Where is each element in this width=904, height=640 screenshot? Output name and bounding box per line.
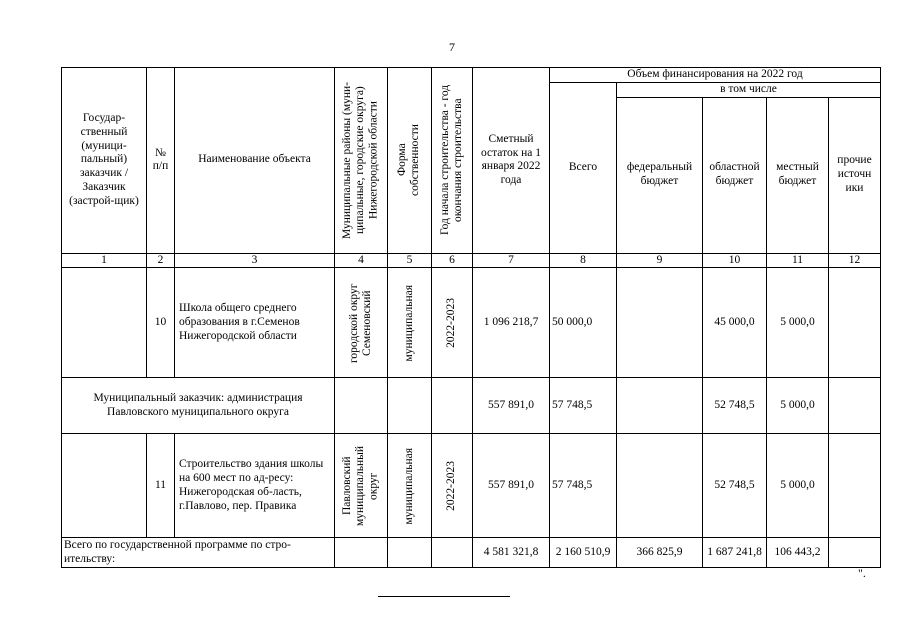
header-ownership: Форма собственности bbox=[388, 68, 432, 254]
cell-remainder: 557 891,0 bbox=[473, 434, 550, 538]
header-other: прочие источн ики bbox=[829, 97, 881, 253]
cell-empty bbox=[335, 378, 388, 434]
column-number: 3 bbox=[175, 253, 335, 268]
footnote-divider bbox=[378, 596, 510, 597]
table-row-grand-total bbox=[62, 538, 881, 568]
header-num: № п/п bbox=[147, 68, 175, 254]
header-years: Год начала строительства - год окончания строительства bbox=[432, 68, 473, 254]
cell-other bbox=[829, 434, 881, 538]
column-number: 8 bbox=[550, 253, 617, 268]
table-row-school-10 bbox=[62, 268, 881, 378]
financing-table bbox=[61, 67, 881, 568]
cell-regional: 52 748,5 bbox=[703, 434, 767, 538]
cell-federal: 366 825,9 bbox=[617, 538, 703, 568]
cell-num: 11 bbox=[147, 434, 175, 538]
cell-district: Павловский муниципальный округ bbox=[335, 434, 388, 538]
header-district: Муниципальные районы (муни-ципальные, городские округа) Нижегородской области bbox=[335, 68, 388, 254]
cell-customer-empty bbox=[62, 434, 147, 538]
header-federal: федеральный бюджет bbox=[617, 97, 703, 253]
cell-total: 50 000,0 bbox=[550, 268, 617, 378]
header-total: Всего bbox=[550, 82, 617, 253]
table-row-school-11 bbox=[62, 434, 881, 538]
cell-total-label: Всего по государственной программе по стро-ительству: bbox=[62, 538, 335, 568]
table-row-pavlovo-customer bbox=[62, 378, 881, 434]
cell-years: 2022-2023 bbox=[432, 268, 473, 378]
cell-remainder: 1 096 218,7 bbox=[473, 268, 550, 378]
page-number: 7 bbox=[449, 40, 455, 54]
header-local: местный бюджет bbox=[767, 97, 829, 253]
cell-num: 10 bbox=[147, 268, 175, 378]
cell-federal bbox=[617, 378, 703, 434]
cell-other bbox=[829, 378, 881, 434]
header-including: в том числе bbox=[617, 82, 881, 97]
column-number: 7 bbox=[473, 253, 550, 268]
cell-ownership: муниципальная bbox=[388, 268, 432, 378]
cell-local: 5 000,0 bbox=[767, 378, 829, 434]
cell-regional: 45 000,0 bbox=[703, 268, 767, 378]
header-regional: областной бюджет bbox=[703, 97, 767, 253]
column-number: 2 bbox=[147, 253, 175, 268]
cell-district: городской округ Семеновский bbox=[335, 268, 388, 378]
cell-local: 5 000,0 bbox=[767, 434, 829, 538]
header-funding: Объем финансирования на 2022 год bbox=[550, 68, 881, 83]
cell-object: Школа общего среднего образования в г.Семенов Нижегородской области bbox=[175, 268, 335, 378]
cell-customer-empty bbox=[62, 268, 147, 378]
cell-local: 5 000,0 bbox=[767, 268, 829, 378]
cell-federal bbox=[617, 268, 703, 378]
cell-years: 2022-2023 bbox=[432, 434, 473, 538]
header-customer: Государ-ственный (муници-пальный) заказчик / Заказчик (застрой-щик) bbox=[62, 68, 147, 254]
cell-empty bbox=[432, 378, 473, 434]
column-numbers-row bbox=[62, 253, 881, 268]
column-number: 10 bbox=[703, 253, 767, 268]
header-remainder: Сметный остаток на 1 января 2022 года bbox=[473, 68, 550, 254]
cell-other bbox=[829, 538, 881, 568]
cell-local: 106 443,2 bbox=[767, 538, 829, 568]
cell-remainder: 4 581 321,8 bbox=[473, 538, 550, 568]
cell-empty bbox=[388, 378, 432, 434]
cell-ownership: муниципальная bbox=[388, 434, 432, 538]
cell-regional: 52 748,5 bbox=[703, 378, 767, 434]
closing-quote: ". bbox=[858, 566, 866, 580]
cell-federal bbox=[617, 434, 703, 538]
cell-empty bbox=[335, 538, 388, 568]
cell-total: 2 160 510,9 bbox=[550, 538, 617, 568]
header-object: Наименование объекта bbox=[175, 68, 335, 254]
cell-total: 57 748,5 bbox=[550, 434, 617, 538]
column-number: 6 bbox=[432, 253, 473, 268]
cell-total: 57 748,5 bbox=[550, 378, 617, 434]
column-number: 5 bbox=[388, 253, 432, 268]
cell-remainder: 557 891,0 bbox=[473, 378, 550, 434]
cell-other bbox=[829, 268, 881, 378]
column-number: 4 bbox=[335, 253, 388, 268]
column-number: 1 bbox=[62, 253, 147, 268]
cell-empty bbox=[432, 538, 473, 568]
column-number: 11 bbox=[767, 253, 829, 268]
column-number: 12 bbox=[829, 253, 881, 268]
column-number: 9 bbox=[617, 253, 703, 268]
cell-object: Строительство здания школы на 600 мест по ад-ресу: Нижегородская об-ласть, г.Павлово, пер. Правика bbox=[175, 434, 335, 538]
cell-empty bbox=[388, 538, 432, 568]
cell-regional: 1 687 241,8 bbox=[703, 538, 767, 568]
cell-customer-label: Муниципальный заказчик: администрация Павловского муниципального округа bbox=[62, 378, 335, 434]
